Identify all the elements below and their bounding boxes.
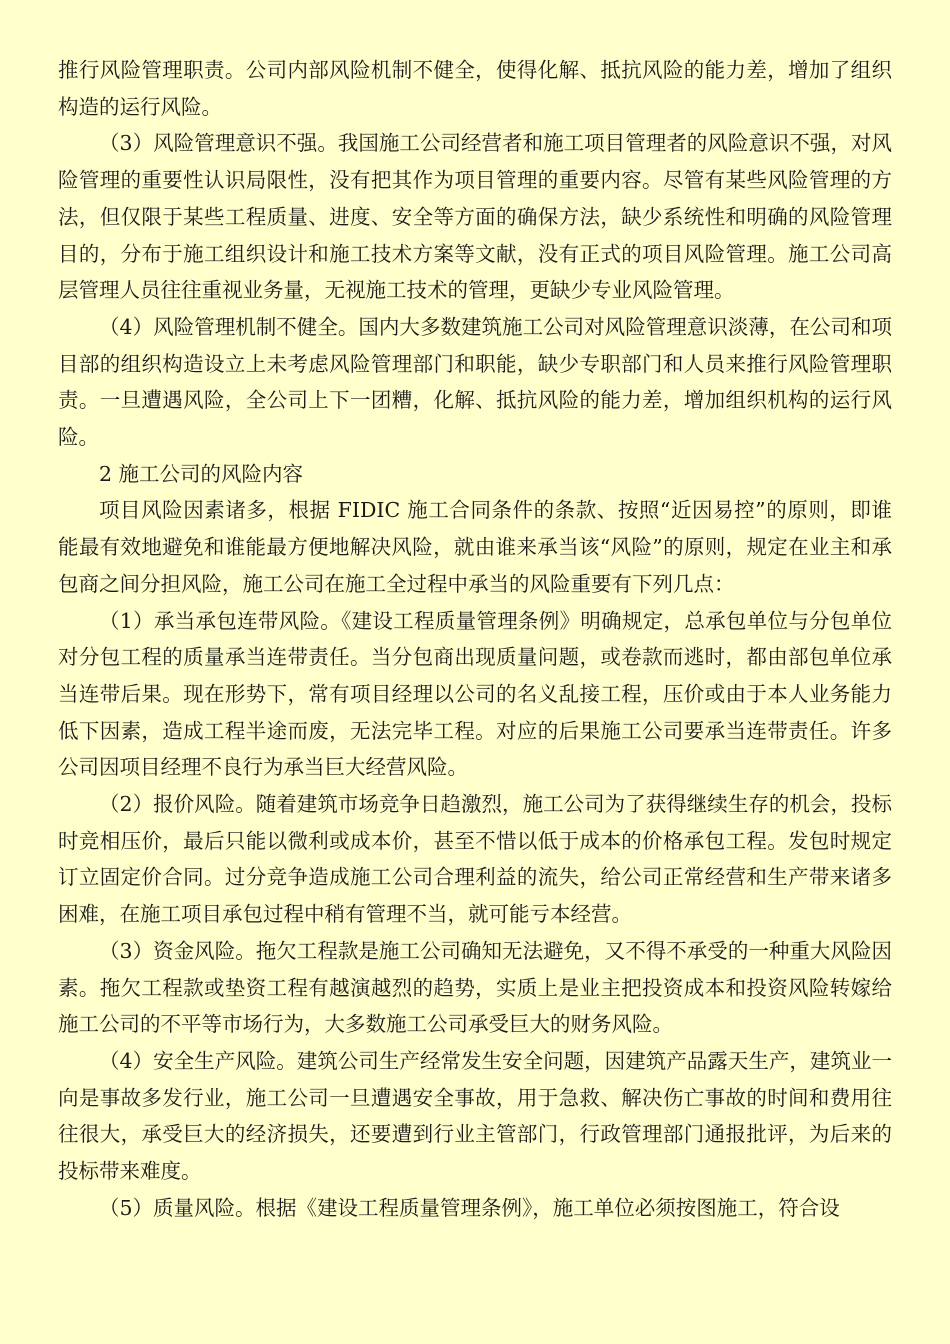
paragraph-risk-awareness: （3）风险管理意识不强。我国施工公司经营者和施工项目管理者的风险意识不强，对风险管理的重要性认识局限性，没有把其作为项目管理的重要内容。尽管有某些风险管理的方法，但仅限于某些工程质量、进度、安全等方面的确保方法，缺少系统性和明确的风险管理目的，分布于施工组织设计和施工技术方案等文献，没有正式的项目风险管理。施工公司高层管理人员往往重视业务量，无视施工技术的管理，更缺少专业风险管理。 [58,131,892,303]
document-page [58,52,892,1227]
paragraph-risk-mechanism: （4）风险管理机制不健全。国内大多数建筑施工公司对风险管理意识淡薄，在公司和项目部的组织构造设立上未考虑风险管理部门和职能，缺少专职部门和人员来推行风险管理职责。一旦遭遇风险，全公司上下一团糟，化解、抵抗风险的能力差，增加组织机构的运行风险。 [58,314,892,450]
paragraph-quality-risk: （5）质量风险。根据《建设工程质量管理条例》，施工单位必须按图施工，符合设 [99,1195,840,1220]
paragraph-capital-risk: （3）资金风险。拖欠工程款是施工公司确知无法避免，又不得不承受的一种重大风险因素。拖欠工程款或垫资工程有越演越烈的趋势，实质上是业主把投资成本和投资风险转嫁给施工公司的不平等市场行为，大多数施工公司承受巨大的财务风险。 [58,938,892,1037]
paragraph-continuation: 推行风险管理职责。公司内部风险机制不健全，使得化解、抵抗风险的能力差，增加了组织构造的运行风险。 [58,58,892,119]
paragraph-risk-factors: 项目风险因素诸多，根据 FIDIC 施工合同条件的条款、按照“近因易控”的原则，即谁能最有效地避免和谁能最方便地解决风险，就由谁来承当该“风险”的原则，规定在业主和承包商之间分担风险，施工公司在施工全过程中承当的风险重要有下列几点： [58,498,892,596]
paragraph-safety-risk: （4）安全生产风险。建筑公司生产经常发生安全问题，因建筑产品露天生产，建筑业一向是事故多发行业，施工公司一旦遭遇安全事故，用于急救、解决伤亡事故的时间和费用往往很大，承受巨大的经济损失，还要遭到行业主管部门，行政管理部门通报批评，为后来的投标带来难度。 [58,1048,892,1184]
section-heading: 2 施工公司的风险内容 [99,461,304,486]
paragraph-joint-liability-risk: （1）承当承包连带风险。《建设工程质量管理条例》明确规定，总承包单位与分包单位对分包工程的质量承当连带责任。当分包商出现质量问题，或卷款而逃时，都由部包单位承当连带后果。现在形势下，常有项目经理以公司的名义乱接工程，压价或由于本人业务能力低下因素，造成工程半途而废，无法完毕工程。对应的后果施工公司要承当连带责任。许多公司因项目经理不良行为承当巨大经营风险。 [58,608,892,780]
paragraph-quotation-risk: （2）报价风险。随着建筑市场竞争日趋激烈，施工公司为了获得继续生存的机会，投标时竞相压价，最后只能以微利或成本价，甚至不惜以低于成本的价格承包工程。发包时规定订立固定价合同。过分竞争造成施工公司合理利益的流失，给公司正常经营和生产带来诸多困难，在施工项目承包过程中稍有管理不当，就可能亏本经营。 [58,792,892,927]
